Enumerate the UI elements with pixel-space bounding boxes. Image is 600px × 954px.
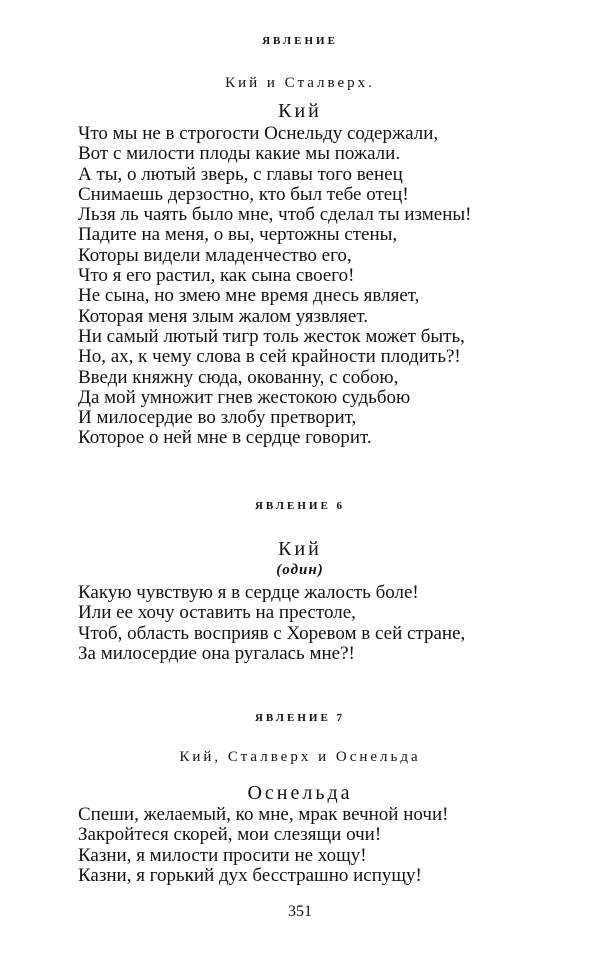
verse-line: Да мой умножит гнев жестокою судьбою [78, 386, 411, 408]
scene-heading: ЯВЛЕНИЕ 6 [254, 500, 346, 512]
verse-line: А ты, о лютый зверь, с главы того венец [78, 163, 403, 185]
verse-line: Падите на меня, о вы, чертожны стены, [78, 224, 398, 246]
speaker-name: Кий [278, 100, 322, 122]
verse-line: Закройтеся скорей, мои слезящи очи! [78, 824, 382, 846]
verse-line: Льзя ль чаять было мне, чтоб сделал ты измены! [78, 204, 472, 226]
verse-line: Что мы не в строгости Оснельду содержали, [78, 123, 439, 144]
verse-line: Спеши, желаемый, ко мне, мрак вечной ночи! [78, 804, 449, 825]
verse-line: Чтоб, область восприяв с Хоревом в сей стране, [78, 622, 466, 644]
stage-direction: (один) [276, 562, 324, 578]
verse-line: Какую чувствую я в сердце жалость боле! [78, 582, 419, 603]
speaker-name: Оснельда [247, 782, 353, 804]
verse-line: Которы видели младенчество его, [78, 244, 352, 266]
verse-block [78, 583, 465, 664]
speaker-name: Кий [278, 538, 322, 560]
verse-line: Которая меня злым жалом уязвляет. [78, 305, 368, 327]
verse-line: Введи княжну сюда, окованну, с собою, [78, 366, 399, 388]
scene-cast: Кий и Сталверх. [225, 75, 375, 91]
verse-line: Которое о ней мне в сердце говорит. [78, 427, 372, 449]
verse-line: Казни, я горький дух бесстрашно испущу! [78, 864, 422, 886]
verse-line: Не сына, но змею мне время днесь являет, [78, 285, 420, 307]
verse-block [78, 805, 448, 886]
verse-line: Ни самый лютый тигр толь жесток может быть, [78, 325, 465, 347]
scene-heading: ЯВЛЕНИЕ [262, 35, 338, 47]
page-number: 351 [288, 903, 312, 920]
verse-line: Но, ах, к чему слова в сей крайности плодить?! [78, 346, 461, 368]
verse-line: Что я его растил, как сына своего! [78, 265, 355, 287]
scene-heading: ЯВЛЕНИЕ 7 [254, 712, 346, 724]
verse-block [78, 124, 472, 449]
scene-cast: Кий, Сталверх и Оснельда [179, 749, 421, 765]
verse-line: Или ее хочу оставить на престоле, [78, 602, 356, 624]
verse-line: Снимаешь дерзостно, кто был тебе отец! [78, 183, 409, 205]
verse-line: Вот с милости плоды какие мы пожали. [78, 143, 401, 165]
verse-line: За милосердие она ругалась мне?! [78, 642, 355, 664]
verse-line: Казни, я милости просити не хощу! [78, 844, 367, 866]
verse-line: И милосердие во злобу претворит, [78, 407, 357, 429]
